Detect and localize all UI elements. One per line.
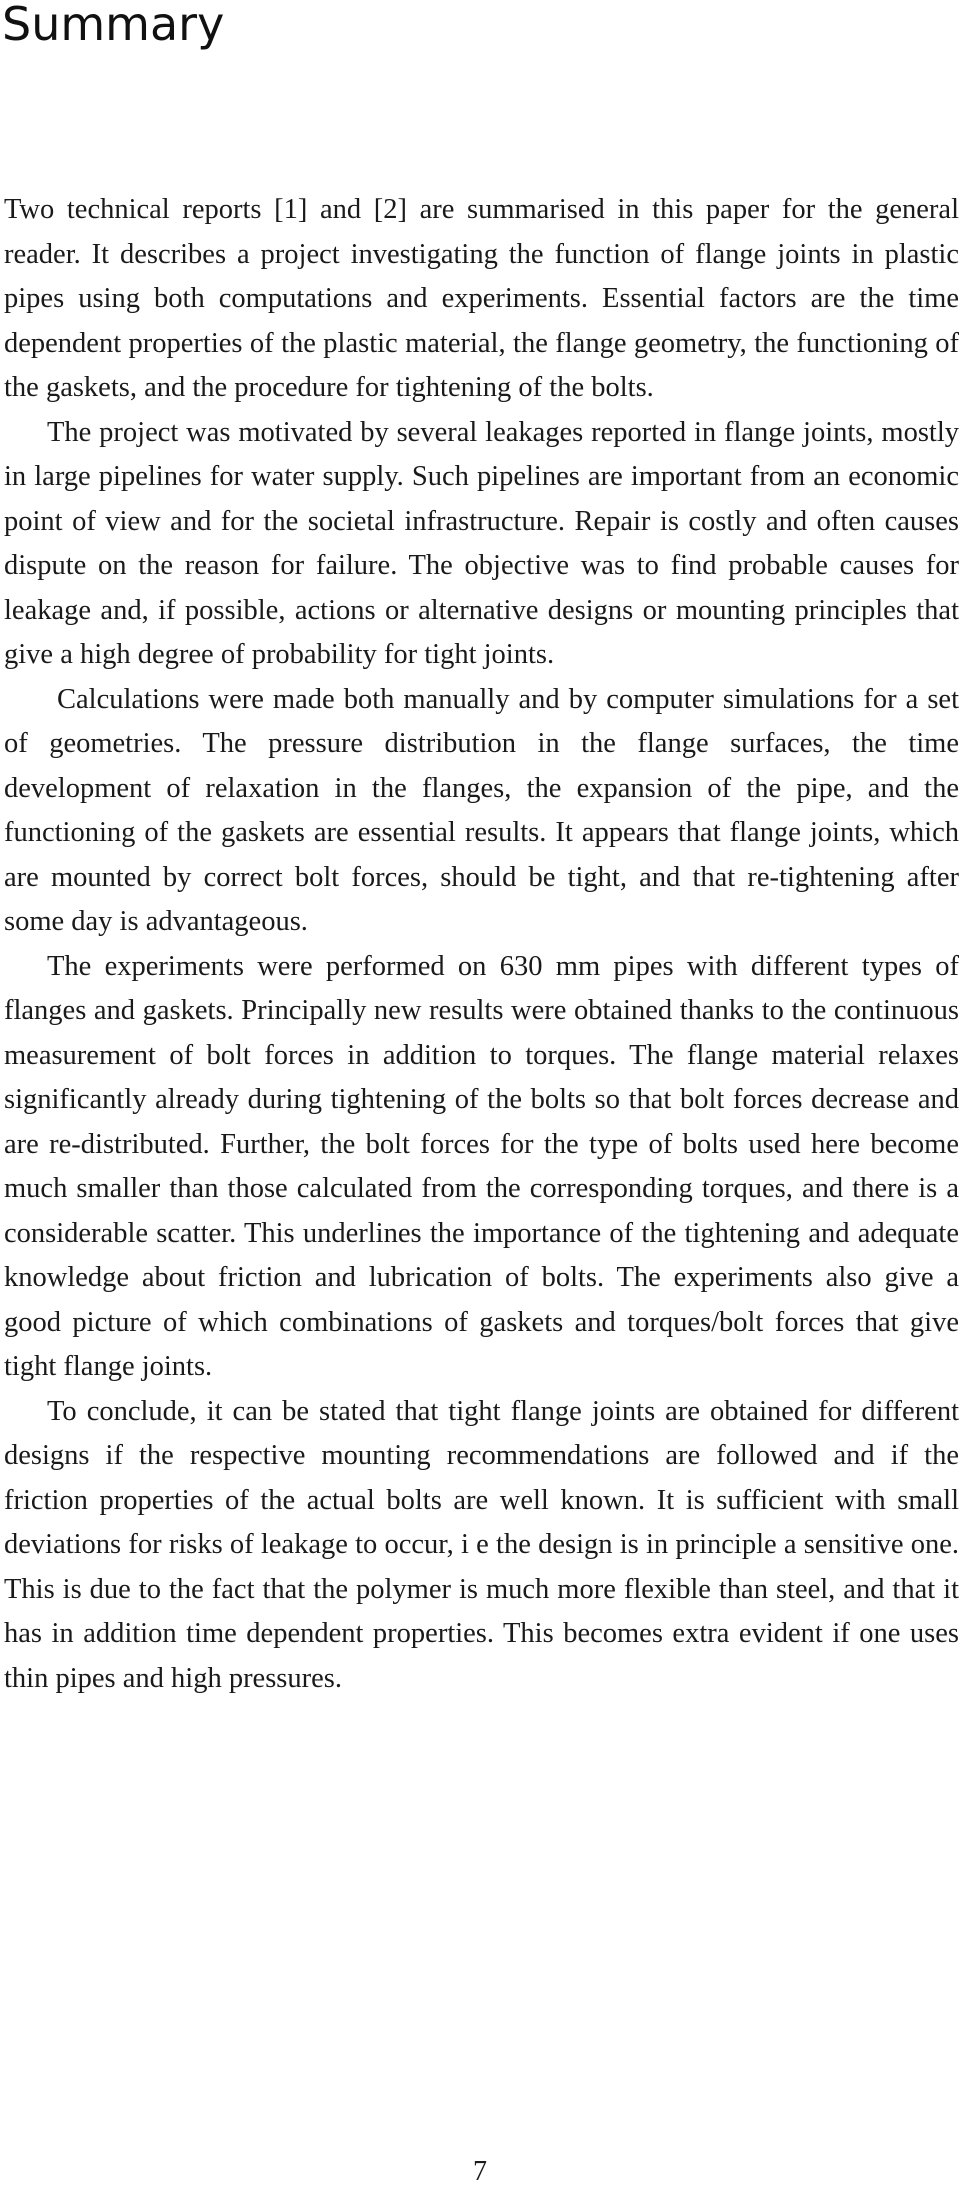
paragraph-calculations: Calculations were made both manually and by computer simulations for a set of geometries. The pressure distribution in the flange surfaces, the time development of relaxation in the flanges, the expansion of the pipe, and the functioning of the gaskets are essential results. It appears that flange joints, which are mounted by correct bolt forces, should be tight, and that re-tightening after some day is advantageous. [4,683,959,937]
page-title: Summary [2,0,225,51]
paragraph-intro: Two technical reports [1] and [2] are summarised in this paper for the general reader. It describes a project investigating the function of flange joints in plastic pipes using both computations and experiments. Essential factors are the time dependent properties of the plastic material, the flange geometry, the functioning of the gaskets, and the procedure for tightening of the bolts. [4,194,959,403]
summary-body [4,188,959,1701]
paragraph-conclusion: To conclude, it can be stated that tight flange joints are obtained for different designs if the respective mounting recommendations are followed and if the friction properties of the actual bolts are well known. It is sufficient with small deviations for risks of leakage to occur, i e the design is in principle a sensitive one. This is due to the fact that the polymer is much more flexible than steel, and that it has in addition time dependent properties. This becomes extra evident if one uses thin pipes and high pressures. [4,1395,959,1694]
paragraph-motivation: The project was motivated by several leakages reported in flange joints, mostly in large pipelines for water supply. Such pipelines are important from an economic point of view and for the societal infrastructure. Repair is costly and often causes dispute on the reason for failure. The objective was to find probable causes for leakage and, if possible, actions or alternative designs or mounting principles that give a high degree of probability for tight joints. [4,416,959,670]
paragraph-experiments: The experiments were performed on 630 mm pipes with different types of flanges and gaskets. Principally new results were obtained thanks to the continuous measurement of bolt forces in addition to torques. The flange material relaxes significantly already during tightening of the bolts so that bolt forces decrease and are re-distributed. Further, the bolt forces for the type of bolts used here become much smaller than those calculated from the corresponding torques, and there is a considerable scatter. This underlines the importance of the tightening and adequate knowledge about friction and lubrication of bolts. The experiments also give a good picture of which combinations of gaskets and torques/bolt forces that give tight flange joints. [4,950,959,1382]
page-number: 7 [473,2156,487,2187]
